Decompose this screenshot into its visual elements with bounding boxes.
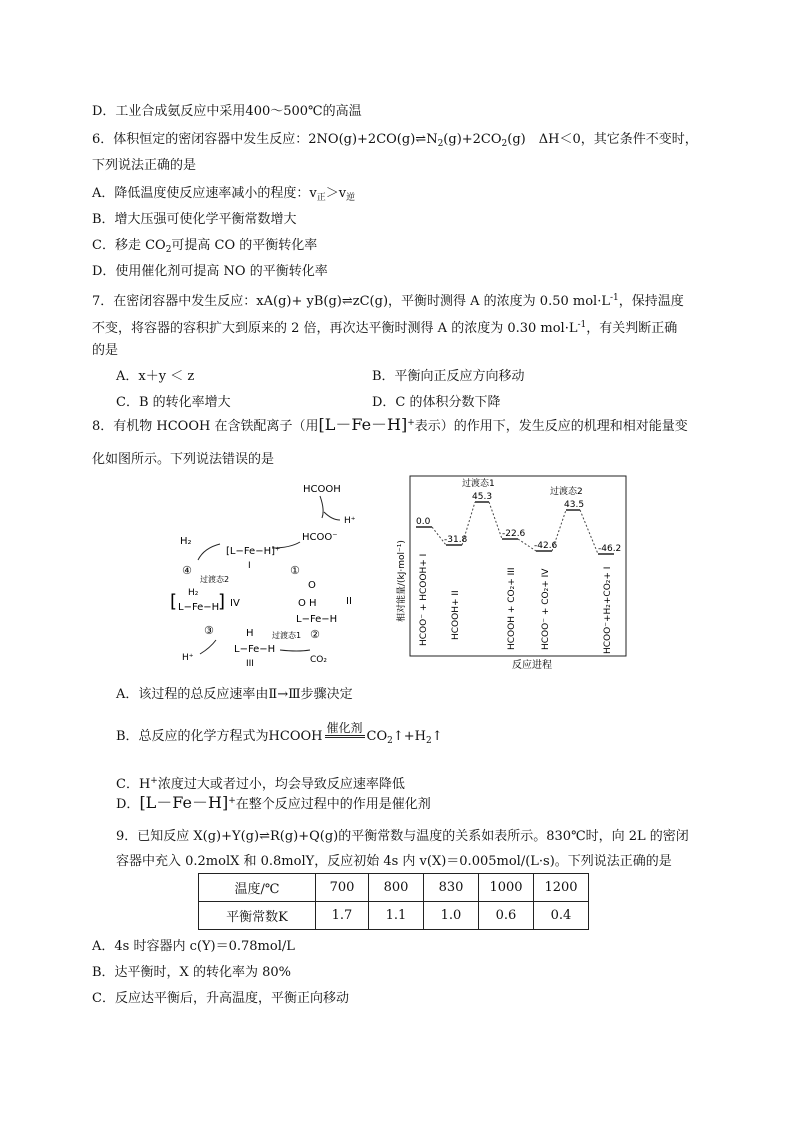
q8-stem-line1: 8．有机物 HCOOH 在含铁配离子（用[L－Fe－H]+表示）的作用下，发生反应的机理和相对能量变: [92, 415, 688, 434]
energy-v2: 45.3: [472, 492, 493, 502]
q6-stem-dh: (g) ΔH＜0，其它条件不变时，: [507, 132, 698, 147]
mech-ii-oh: O H: [298, 598, 317, 609]
mech-bracket-right: ]: [218, 591, 226, 612]
mech-label-i: I: [248, 561, 251, 571]
mech-hplus-top: H⁺: [344, 516, 356, 526]
equilibrium-arrow-icon: ⇌: [259, 829, 270, 844]
q5-option-d: D．工业合成氨反应中采用400～500℃的高温: [92, 104, 362, 119]
mech-h2: H₂: [180, 536, 192, 547]
table-cell: 温度/℃: [199, 874, 316, 902]
q6-a-mid: ＞v: [325, 186, 347, 201]
q8-c-text: 浓度过大或者过小，均会导致反应速率降低: [157, 777, 405, 792]
q9-stem-a: 9．已知反应 X(g)+Y(g): [116, 829, 260, 844]
mech-label-ii: II: [346, 596, 352, 607]
q8-stem-a: 8．有机物 HCOOH 在含铁配离子（用: [92, 419, 319, 434]
q8-b-catalyst: 催化剂: [325, 722, 365, 738]
energy-species-3: HCOO⁻ + CO₂+ IV: [541, 568, 551, 650]
energy-ylabel: 相对能量/(kJ·mol⁻¹): [397, 540, 407, 622]
mech-label-iii: III: [246, 659, 254, 669]
q6-stem-line2: 下列说法正确的是: [92, 158, 197, 173]
energy-species-1: HCOOH+ II: [451, 590, 461, 640]
energy-levels: [416, 502, 614, 554]
q7-stem-line2: 不变，将容器的容积扩大到原来的 2 倍，再次达平衡时测得 A 的浓度为 0.30 $mol\cdot L^{-1}$，有关判断正确: [92, 320, 678, 336]
mech-ts1: 过渡态1: [272, 631, 302, 640]
q8-d-complex: [L－Fe－H]: [139, 793, 229, 812]
table-cell: 1.1: [369, 902, 424, 930]
table-row: [199, 902, 589, 930]
energy-species-2: HCOOH + CO₂+ III: [507, 567, 517, 650]
q7-stem-c: ，保持温度: [618, 294, 684, 309]
equilibrium-constant-table: [198, 873, 589, 930]
q7-stem-line1: 7．在密闭容器中发生反应：xA(g)+ yB(g)⇌zC(g)，平衡时测得 A 的浓度为 0.50 $mol\cdot L^{-1}$，保持温度: [92, 293, 684, 309]
mech-iii-h: H: [246, 628, 254, 639]
q7-stem-a: 7．在密闭容器中发生反应：xA(g)+ yB(g): [92, 294, 342, 309]
q8-stem-line2: 化如图所示。下列说法错误的是: [92, 452, 275, 467]
q6-option-d: D．使用催化剂可提高 NO 的平衡转化率: [92, 264, 328, 279]
mech-ii-o: O: [308, 580, 316, 591]
q7-stem-e: ，有关判断正确: [586, 321, 678, 336]
table-cell: 1200: [534, 874, 589, 902]
mech-ii-complex: L−Fe−H: [296, 614, 338, 625]
mech-arrow-hplus: [324, 512, 340, 520]
energy-v6: -46.2: [598, 544, 622, 554]
catalyst-arrow: [325, 722, 365, 751]
table-cell: 700: [316, 874, 369, 902]
mech-step-3: ③: [204, 624, 214, 637]
q7-option-b: B．平衡向正反应方向移动: [372, 369, 525, 384]
path-6: [580, 510, 598, 554]
mech-hcooh: HCOOH: [303, 484, 341, 495]
table-cell: 800: [369, 874, 424, 902]
q9-stem-line1: [116, 828, 689, 846]
q6-a-text: A．降低温度使反应速率减小的程度：v: [92, 186, 317, 201]
energy-ts1-label: 过渡态1: [462, 479, 495, 489]
q8-b-arrow: ↑: [431, 729, 443, 744]
mech-label-iv: IV: [230, 598, 240, 609]
q6-option-a: [92, 185, 355, 207]
q8-stem-b: 表示）的作用下，发生反应的机理和相对能量变: [414, 419, 688, 434]
q8-option-b: B．总反应的化学方程式为HCOOH 催化剂 $CO_2↑+H_2↑$: [116, 722, 443, 751]
q6-a-sub-reverse: 逆: [346, 193, 356, 203]
table-cell: 1000: [479, 874, 534, 902]
q7-stem-line3: 的是: [92, 343, 119, 358]
mech-arrow-4: [198, 544, 220, 560]
table-cell: 0.6: [479, 902, 534, 930]
q7-option-a: A．x＋y ＜ z: [116, 369, 195, 384]
energy-v4: -42.6: [534, 541, 558, 551]
mech-arrow-3: [200, 640, 216, 654]
q9-stem-line2: 容器中充入 0.2molX 和 0.8molY，反应初始 4s 内 v(X)＝0.005mol/(L·s)。下列说法正确的是: [116, 854, 672, 869]
mech-arrow-2: [280, 650, 310, 651]
table-cell: 1.0: [424, 902, 479, 930]
equilibrium-arrow-icon: ⇌: [415, 132, 427, 147]
energy-species-0: HCOO⁻ + HCOOH+ I: [419, 553, 429, 646]
mech-iv-complex: L−Fe−H: [178, 602, 220, 613]
q6-stem-n2: N: [426, 132, 438, 147]
energy-v0: 0.0: [416, 517, 431, 527]
mech-step-2: ②: [310, 628, 320, 641]
mech-iii-complex: L−Fe−H: [234, 644, 276, 655]
energy-frame: [410, 476, 626, 656]
q9-stem-b: R(g)+Q(g)的平衡常数与温度的关系如表所示。830℃时，向 2L 的密闭: [269, 829, 689, 844]
path-3: [489, 502, 502, 539]
energy-ts2-label: 过渡态2: [550, 487, 583, 497]
energy-v5: 43.5: [564, 500, 585, 510]
q8-option-c: C．H+浓度过大或者过小，均会导致反应速率降低: [116, 776, 405, 792]
q6-c-text1: C．移走 CO: [92, 238, 166, 253]
table-cell: 平衡常数K: [199, 902, 316, 930]
q7-option-d: D．C 的体积分数下降: [372, 395, 501, 410]
mech-bracket-left: [: [170, 591, 178, 612]
q8-option-d: D．[L－Fe－H]+在整个反应过程中的作用是催化剂: [116, 793, 431, 812]
mechanism-diagram: [160, 482, 375, 672]
q9-option-c: C．反应达平衡后，升高温度，平衡正向移动: [92, 991, 349, 1006]
q8-option-a: A．该过程的总反应速率由Ⅱ→Ⅲ步骤决定: [116, 687, 353, 702]
q7-option-c: C．B 的转化率增大: [116, 395, 231, 410]
energy-species-4: HCOO⁻+H₂+CO₂+ I: [603, 566, 613, 654]
energy-v1: -31.8: [444, 535, 468, 545]
q9-option-b: B．达平衡时，X 的转化率为 80%: [92, 965, 291, 980]
table-cell: 1.7: [316, 902, 369, 930]
table-row: [199, 874, 589, 902]
mech-step-1: ①: [290, 564, 300, 577]
q7-stem-d: 不变，将容器的容积扩大到原来的 2 倍，再次达平衡时测得 A 的浓度为 0.30 mol·L: [92, 321, 578, 336]
mech-catalyst-i: [L−Fe−H]⁺: [226, 546, 281, 557]
q8-d-label: D．: [116, 797, 140, 812]
mech-iv-h2: H₂: [188, 588, 199, 598]
q6-a-sub-forward: 正: [316, 193, 326, 203]
mech-ts2: 过渡态2: [200, 575, 230, 584]
mech-step-4: ④: [182, 564, 192, 577]
table-cell: 830: [424, 874, 479, 902]
q6-c-text2: 可提高 CO 的平衡转化率: [171, 238, 318, 253]
q6-option-c: C．移走 $CO_2$可提高 CO 的平衡转化率: [92, 238, 318, 255]
table-cell: 0.4: [534, 902, 589, 930]
mech-co2: CO₂: [310, 655, 327, 665]
energy-v3: -22.6: [502, 529, 526, 539]
q8-b-co2: CO: [366, 729, 388, 744]
mech-arrow-1: [320, 496, 323, 518]
q8-d-text: 在整个反应过程中的作用是催化剂: [235, 797, 431, 812]
q6-option-b: B．增大压强可使化学平衡常数增大: [92, 212, 297, 227]
q8-b-h2: ↑+H: [392, 729, 426, 744]
q8-b-text1: B．总反应的化学方程式为HCOOH: [116, 729, 323, 744]
energy-profile-diagram: [392, 472, 632, 672]
mech-hcoo: HCOO⁻: [302, 532, 338, 543]
q6-stem-line1: 6．体积恒定的密闭容器中发生反应：$2NO(g)+2CO(g)\rightleftharpoons N_2(g)+2CO_2(g)$ ΔH＜0，其它条件不变时，: [92, 132, 698, 149]
mech-hplus-bottom: H⁺: [182, 653, 194, 663]
q6-stem-text: 6．体积恒定的密闭容器中发生反应：2NO(g)+2CO(g): [92, 132, 416, 147]
equilibrium-arrow-icon: ⇌: [341, 294, 353, 309]
q8-complex: [L－Fe－H]: [318, 415, 408, 434]
q9-option-a: A．4s 时容器内 c(Y)＝0.78mol/L: [92, 939, 295, 954]
q6-stem-co2: (g)+2CO: [443, 132, 502, 147]
energy-xlabel: 反应进程: [512, 660, 552, 671]
q8-c-h: C．H: [116, 777, 151, 792]
q7-stem-b: zC(g)，平衡时测得 A 的浓度为 0.50 mol·L: [352, 294, 610, 309]
